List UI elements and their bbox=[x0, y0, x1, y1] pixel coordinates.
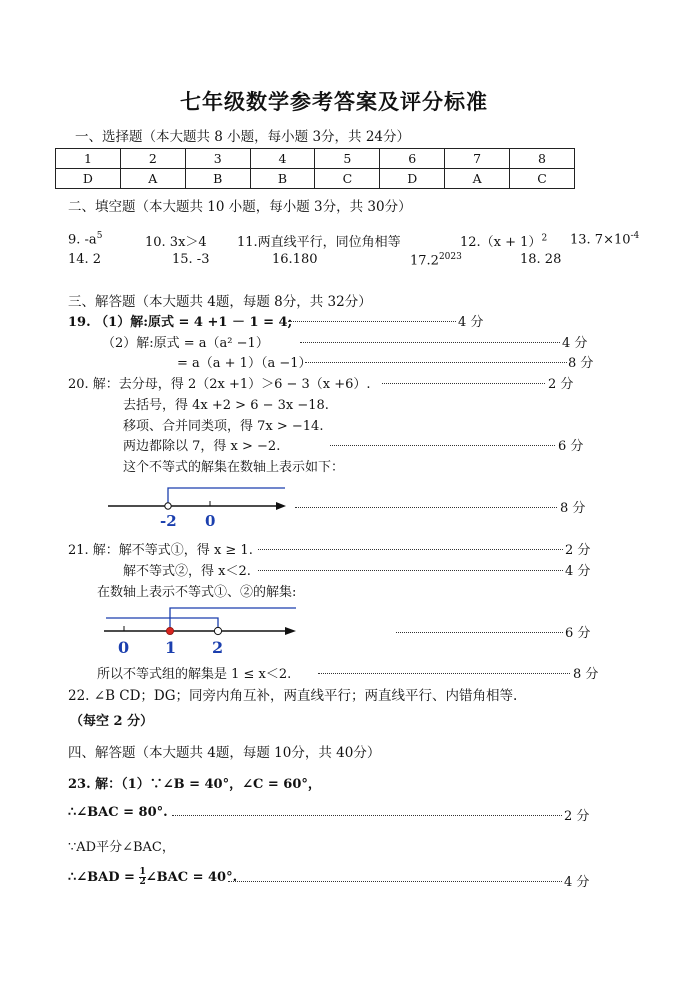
table-cell: D bbox=[380, 169, 445, 189]
answer-text: 17.2 bbox=[410, 253, 439, 269]
table-cell: B bbox=[250, 169, 315, 189]
table-row-answers bbox=[56, 169, 575, 189]
q19-part2b: = a（a + 1）（a −1） bbox=[177, 356, 312, 371]
solution-ray bbox=[168, 488, 285, 506]
q21-step2: 解不等式②，得 x＜2. bbox=[123, 564, 251, 579]
score-label: 4 分 bbox=[458, 315, 484, 330]
section-4-heading: 四、解答题（本大题共 4题，每题 10分，共 40分） bbox=[68, 745, 381, 761]
q20-step2: 去括号，得 4x +2 > 6 − 3x −18. bbox=[123, 398, 329, 413]
fill-answer-17 bbox=[410, 252, 462, 268]
table-cell: 7 bbox=[445, 149, 510, 169]
score-label: 8 分 bbox=[573, 667, 599, 682]
fill-answer-9 bbox=[68, 231, 102, 247]
score-label: 4 分 bbox=[564, 875, 590, 890]
tick-label: 0 bbox=[118, 638, 130, 657]
answer-text: 9. -a bbox=[68, 232, 97, 248]
q22-note: （每空 2 分） bbox=[70, 714, 154, 729]
dot-leader bbox=[228, 873, 562, 882]
q23-line1: 23. 解：（1）∵∠B = 40°，∠C = 60°， bbox=[68, 777, 321, 792]
table-cell: C bbox=[315, 169, 380, 189]
table-cell: A bbox=[120, 169, 185, 189]
score-label: 6 分 bbox=[565, 626, 591, 641]
page-title: 七年级数学参考答案及评分标准 bbox=[180, 89, 488, 114]
answer-sup: -4 bbox=[630, 231, 640, 241]
section-3-heading: 三、解答题（本大题共 4题，每题 8分，共 32分） bbox=[68, 294, 372, 310]
dot-leader bbox=[300, 334, 560, 343]
q20-step5: 这个不等式的解集在数轴上表示如下： bbox=[123, 460, 345, 475]
fill-answer-16: 16.180 bbox=[272, 252, 318, 267]
fraction-denominator: 2 bbox=[139, 877, 146, 887]
answer-sup: 5 bbox=[96, 231, 103, 241]
q20-step4: 两边都除以 7，得 x > −2. bbox=[123, 439, 281, 454]
fraction-numerator: 1 bbox=[139, 867, 146, 877]
solution-ray-2 bbox=[106, 618, 218, 631]
tick-label: -2 bbox=[160, 512, 177, 530]
table-cell: 8 bbox=[510, 149, 575, 169]
fill-answer-10: 10. 3x＞4 bbox=[145, 235, 207, 250]
dot-leader bbox=[330, 437, 555, 446]
q19-part2a: （2）解:原式 = a（a² −1） bbox=[102, 336, 269, 351]
table-row-numbers bbox=[56, 149, 575, 169]
answer-text: 12.（x + 1） bbox=[460, 235, 542, 250]
answer-sup: 2 bbox=[541, 233, 548, 244]
fill-answer-12 bbox=[460, 231, 547, 250]
fill-answer-15: 15. -3 bbox=[172, 252, 210, 267]
dot-leader bbox=[305, 354, 567, 363]
score-label: 8 分 bbox=[560, 501, 586, 516]
q23-line3: ∵AD平分∠BAC， bbox=[68, 840, 175, 855]
tick-label: 2 bbox=[212, 638, 224, 657]
arrow-head-icon bbox=[285, 627, 296, 635]
q20-step3: 移项、合并同类项，得 7x > −14. bbox=[123, 419, 324, 434]
fill-answer-14: 14. 2 bbox=[68, 252, 102, 267]
dot-leader bbox=[295, 499, 557, 508]
table-cell: 1 bbox=[56, 149, 121, 169]
q21-step3: 在数轴上表示不等式①、②的解集: bbox=[97, 585, 297, 600]
dot-leader bbox=[396, 624, 563, 633]
q21-step4: 所以不等式组的解集是 1 ≤ x＜2. bbox=[97, 667, 292, 682]
answer-text: 13. 7×10 bbox=[570, 232, 631, 248]
table-cell: 3 bbox=[185, 149, 250, 169]
dot-leader bbox=[258, 562, 563, 571]
q19-part1: 19. （1）解:原式 = 4 +1 － 1 = 4; bbox=[68, 315, 293, 330]
answer-sup: 2023 bbox=[438, 252, 462, 262]
table-cell: C bbox=[510, 169, 575, 189]
dot-leader bbox=[288, 313, 456, 322]
score-label: 8 分 bbox=[568, 356, 594, 371]
tick-label: 0 bbox=[205, 512, 216, 530]
q23-line4-suffix: ∠BAC = 40°. bbox=[145, 870, 238, 885]
table-cell: 4 bbox=[250, 149, 315, 169]
q21-number-line bbox=[100, 603, 300, 659]
dot-leader bbox=[318, 665, 570, 674]
arrow-head-icon bbox=[276, 502, 286, 510]
dot-leader bbox=[258, 541, 563, 550]
score-label: 2 分 bbox=[548, 377, 574, 392]
q23-line4 bbox=[68, 868, 237, 887]
fill-answer-18: 18. 28 bbox=[520, 252, 562, 267]
q22-answer: 22. ∠B CD；DG；同旁内角互补，两直线平行；两直线平行、内错角相等. bbox=[68, 688, 518, 704]
dot-leader bbox=[172, 807, 562, 816]
section-1-heading: 一、选择题（本大题共 8 小题，每小题 3分，共 24分） bbox=[75, 129, 411, 145]
solution-ray-1 bbox=[170, 608, 296, 631]
open-point-icon bbox=[214, 627, 221, 634]
score-label: 2 分 bbox=[564, 809, 590, 824]
closed-point-icon bbox=[166, 627, 173, 634]
table-cell: D bbox=[56, 169, 121, 189]
answer-table bbox=[55, 148, 575, 189]
table-cell: A bbox=[445, 169, 510, 189]
q20-number-line bbox=[100, 482, 295, 530]
table-cell: B bbox=[185, 169, 250, 189]
dot-leader bbox=[382, 375, 545, 384]
score-label: 4 分 bbox=[565, 564, 591, 579]
score-label: 2 分 bbox=[565, 543, 591, 558]
table-cell: 5 bbox=[315, 149, 380, 169]
score-label: 4 分 bbox=[562, 336, 588, 351]
open-point-icon bbox=[165, 503, 171, 509]
table-cell: 2 bbox=[120, 149, 185, 169]
fill-answer-11: 11.两直线平行，同位角相等 bbox=[237, 235, 401, 250]
score-label: 6 分 bbox=[558, 439, 584, 454]
q23-line2: ∴∠BAC = 80°. bbox=[68, 805, 168, 820]
section-2-heading: 二、填空题（本大题共 10 小题，每小题 3分，共 30分） bbox=[68, 199, 412, 215]
q20-step1: 20. 解：去分母，得 2（2x +1）＞6 − 3（x +6）. bbox=[68, 377, 371, 392]
fill-answer-13 bbox=[570, 231, 639, 247]
table-cell: 6 bbox=[380, 149, 445, 169]
q21-step1: 21. 解：解不等式①，得 x ≥ 1. bbox=[68, 543, 253, 558]
tick-label: 1 bbox=[165, 638, 177, 657]
q23-line4-prefix: ∴∠BAD = bbox=[68, 870, 135, 885]
